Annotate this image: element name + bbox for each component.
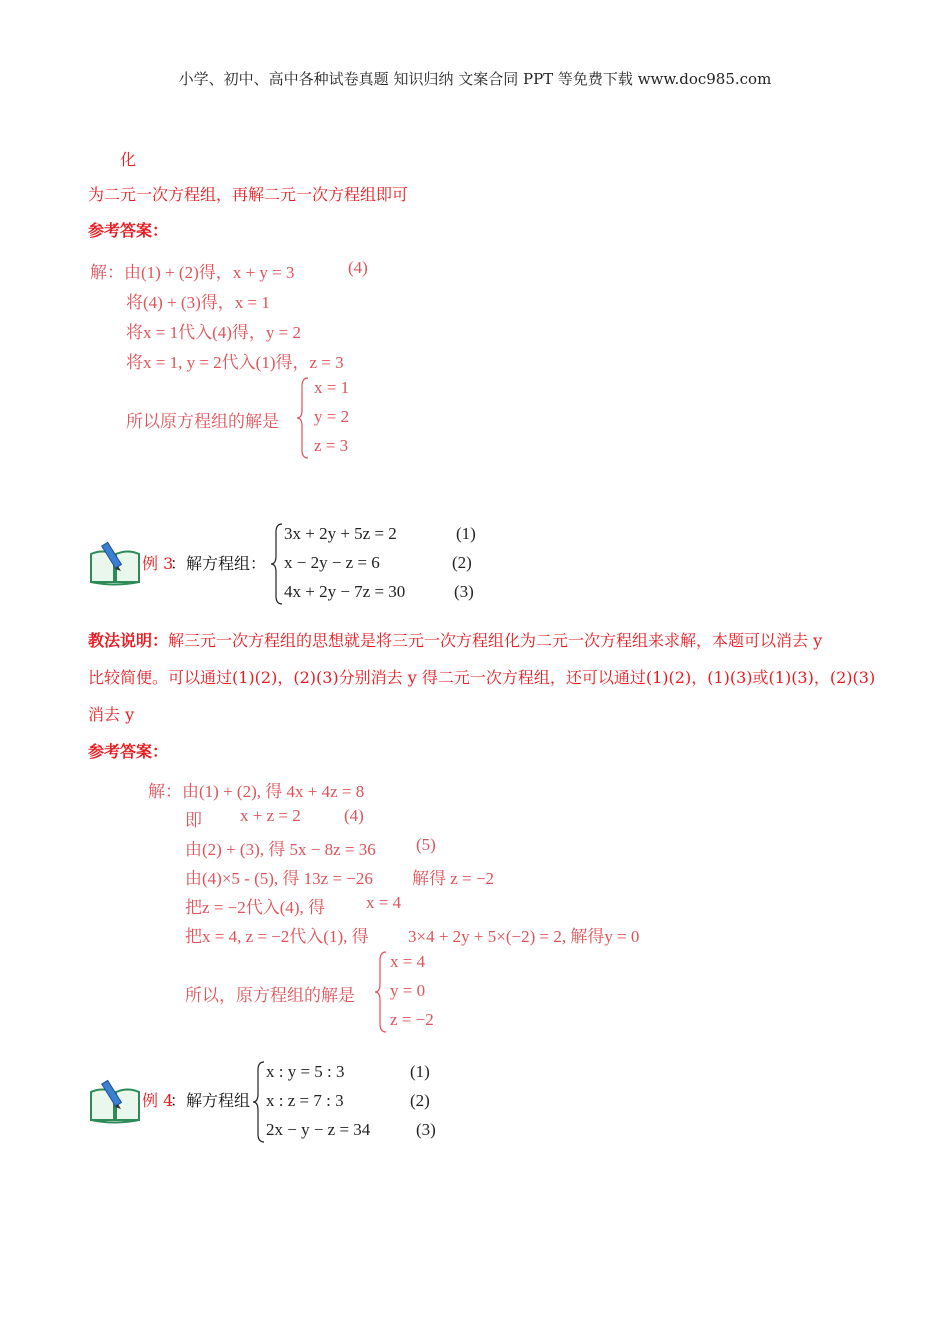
teaching-note-line-3: 消去 y (88, 705, 135, 724)
example-4-label: 例 4 (142, 1091, 174, 1110)
ex3-num-1: (1) (456, 524, 476, 543)
sol2-sys-2: y = 0 (390, 981, 426, 1000)
sol2-line3: 由(2) + (3), 得 5x − 8z = 36 (185, 840, 376, 859)
ex3-eq-2: x − 2y − z = 6 (284, 553, 380, 572)
sol2-line6-result: 3×4 + 2y + 5×(−2) = 2, 解得y = 0 (408, 927, 640, 946)
ex4-num-2: (2) (410, 1091, 430, 1110)
sol2-line3-tag: (5) (416, 835, 436, 854)
teaching-note-label: 教法说明： (88, 631, 169, 650)
page-header: 小学、初中、高中各种试卷真题 知识归纳 文案合同 PPT 等免费下载 www.doc985.com (178, 70, 772, 88)
example-3-prompt: ：解方程组： (170, 554, 267, 573)
sol2-line5-result: x = 4 (366, 893, 402, 912)
sol2-line4-result: 解得 z = −2 (412, 869, 494, 888)
sol2-line2-tag: (4) (344, 806, 364, 825)
sol2-line1: 解：由(1) + (2), 得 4x + 4z = 8 (148, 782, 365, 801)
continued-text: 化 (120, 150, 137, 169)
teaching-note-text-1: 解三元一次方程组的思想就是将三元一次方程组化为二元一次方程组来求解，本题可以消去 y (168, 631, 823, 650)
ex4-eq-2: x : z = 7 : 3 (266, 1091, 344, 1110)
sol1-line1: 解：由(1) + (2)得，x + y = 3 (90, 263, 295, 282)
sol1-brace (296, 376, 310, 460)
ex4-brace (252, 1060, 266, 1144)
ex3-num-2: (2) (452, 553, 472, 572)
ex4-eq-3: 2x − y − z = 34 (266, 1120, 371, 1139)
sol2-line6: 把x = 4, z = −2代入(1), 得 (185, 927, 369, 946)
sol2-line2: x + z = 2 (240, 806, 301, 825)
sol1-line2: 将(4) + (3)得，x = 1 (126, 293, 270, 312)
sol2-conclusion: 所以，原方程组的解是 (185, 986, 355, 1005)
sol1-sys-1: x = 1 (314, 378, 350, 397)
ex3-brace (270, 522, 284, 606)
teaching-note-line-2: 比较简便。可以通过(1)(2)，(2)(3)分别消去 y 得二元一次方程组，还可以通过(1)(2)，(1)(3)或(1)(3)，(2)(3) (88, 668, 876, 687)
sol1-sys-2: y = 2 (314, 407, 350, 426)
sol2-line2-prefix: 即 (185, 811, 202, 830)
ex3-eq-1: 3x + 2y + 5z = 2 (284, 524, 397, 543)
ex4-num-1: (1) (410, 1062, 430, 1081)
example-4-prompt: ：解方程组 (170, 1091, 251, 1110)
sol1-line1-tag: (4) (348, 258, 368, 277)
continued-text-2: 为二元一次方程组，再解二元一次方程组即可 (88, 185, 409, 204)
sol1-conclusion: 所以原方程组的解是 (126, 412, 279, 431)
sol2-line5: 把z = −2代入(4), 得 (185, 898, 326, 917)
ex4-num-3: (3) (416, 1120, 436, 1139)
book-pencil-icon (88, 540, 142, 586)
answer-label-2: 参考答案： (88, 742, 169, 761)
sol2-sys-3: z = −2 (390, 1010, 434, 1029)
ex4-eq-1: x : y = 5 : 3 (266, 1062, 345, 1081)
answer-label-1: 参考答案： (88, 221, 169, 240)
sol2-brace (374, 950, 388, 1034)
example-3-label: 例 3 (142, 554, 174, 573)
sol1-line4: 将x = 1, y = 2代入(1)得，z = 3 (126, 353, 344, 372)
ex3-eq-3: 4x + 2y − 7z = 30 (284, 582, 406, 601)
sol2-line4: 由(4)×5 - (5), 得 13z = −26 (185, 869, 373, 888)
teaching-note-line-1 (88, 628, 822, 651)
sol1-line3: 将x = 1代入(4)得，y = 2 (126, 323, 301, 342)
sol2-sys-1: x = 4 (390, 952, 426, 971)
book-pencil-icon-2 (88, 1078, 142, 1124)
sol1-sys-3: z = 3 (314, 436, 349, 455)
ex3-num-3: (3) (454, 582, 474, 601)
